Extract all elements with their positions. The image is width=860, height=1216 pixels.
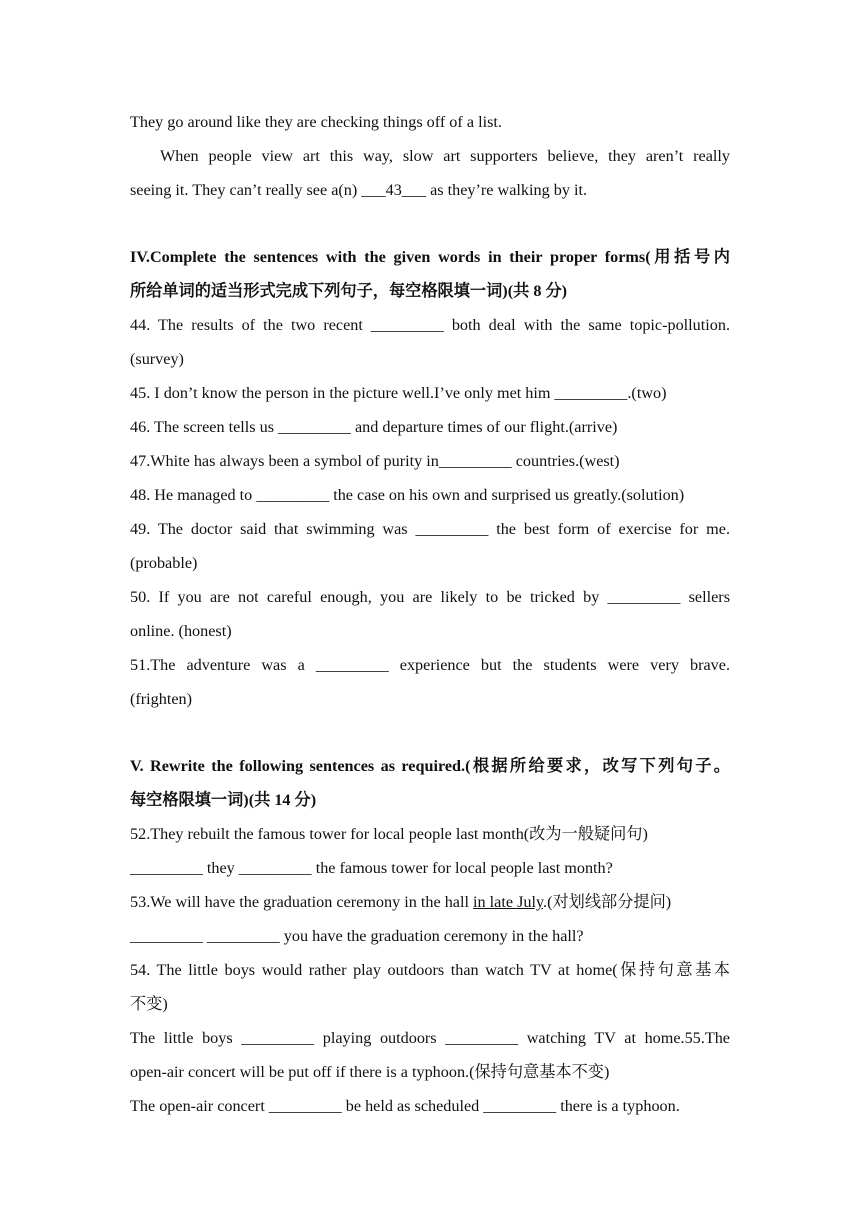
question-44: 44. The results of the two recent _________ both deal with the same topic-pollution. (130, 316, 730, 334)
question-50-cont: online. (honest) (130, 622, 232, 640)
question-53-answer: _________ _________ you have the graduation ceremony in the hall? (130, 927, 584, 945)
section-heading: IV.Complete the sentences with the given words in their proper forms(用括号内 (130, 248, 730, 266)
question-52: 52.They rebuilt the famous tower for local people last month(改为一般疑问句) (130, 825, 648, 843)
question-55: open-air concert will be put off if there is a typhoon.(保持句意基本不变) (130, 1063, 610, 1081)
question-46: 46. The screen tells us _________ and departure times of our flight.(arrive) (130, 418, 618, 436)
section-heading: V. Rewrite the following sentences as required.(根据所给要求，改写下列句子。 (130, 757, 730, 775)
document-page (130, 105, 730, 1123)
question-55-answer: The open-air concert _________ be held as scheduled _________ there is a typhoon. (130, 1097, 680, 1115)
section-heading: 每空格限填一词)(共 14 分) (130, 791, 317, 809)
question-48: 48. He managed to _________ the case on his own and surprised us greatly.(solution) (130, 486, 685, 504)
question-49-hint: (probable) (130, 554, 198, 572)
question-44-hint: (survey) (130, 350, 184, 368)
question-49: 49. The doctor said that swimming was _________ the best form of exercise for me. (130, 520, 730, 538)
underlined-phrase: in late July (473, 893, 544, 911)
question-50: 50. If you are not careful enough, you are likely to be tricked by _________ sellers (130, 588, 730, 606)
spacer (130, 716, 730, 749)
section-heading: 所给单词的适当形式完成下列句子，每空格限填一词)(共 8 分) (130, 282, 568, 300)
passage-line: When people view art this way, slow art supporters believe, they aren’t really (160, 147, 730, 165)
passage-line: seeing it. They can’t really see a(n) ___43___ as they’re walking by it. (130, 181, 588, 199)
question-45: 45. I don’t know the person in the picture well.I’ve only met him _________.(two) (130, 384, 667, 402)
spacer (130, 207, 730, 240)
question-51-hint: (frighten) (130, 690, 193, 708)
question-53-text: 53.We will have the graduation ceremony in the hall (130, 893, 474, 911)
question-53 (130, 885, 730, 919)
question-47: 47.White has always been a symbol of purity in_________ countries.(west) (130, 452, 620, 470)
question-53-instruction: .(对划线部分提问) (543, 893, 672, 911)
question-54: 54. The little boys would rather play outdoors than watch TV at home(保持句意基本 (130, 961, 730, 979)
question-52-answer: _________ they _________ the famous tower for local people last month? (130, 859, 613, 877)
question-54-answer: The little boys _________ playing outdoors _________ watching TV at home.55.The (130, 1029, 730, 1047)
passage-line: They go around like they are checking things off of a list. (130, 113, 502, 131)
question-51: 51.The adventure was a _________ experience but the students were very brave. (130, 656, 730, 674)
question-54-cont: 不变) (130, 995, 168, 1013)
